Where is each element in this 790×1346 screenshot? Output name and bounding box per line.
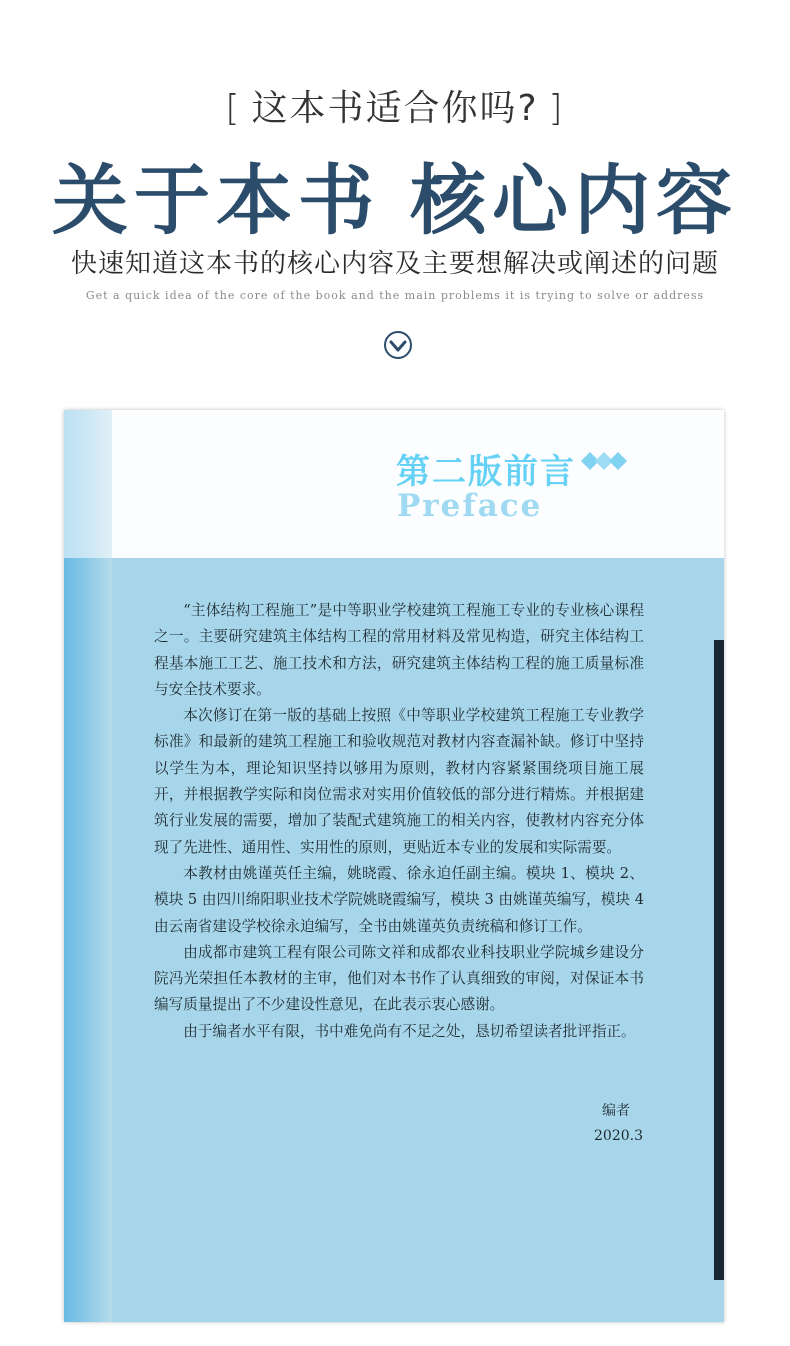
title-part-about-book: 关于本书	[52, 156, 380, 245]
preface-heading-en: Preface	[397, 488, 543, 524]
page-right-edge-shadow	[714, 640, 724, 1280]
book-fit-question	[0, 80, 790, 131]
bracket-close: ]	[548, 88, 565, 129]
preface-paragraph: 由于编者水平有限，书中难免尚有不足之处，恳切希望读者批评指正。	[183, 1022, 636, 1040]
preface-paragraph: 由成都市建筑工程有限公司陈文祥和成都农业科技职业学院城乡建设分院冯光荣担任本教材的主审，他们对本书作了认真细致的审阅，对保证本书编写质量提出了不少建设性意见，在此表示衷心感谢。	[154, 943, 644, 1014]
preface-date: 2020.3	[594, 1128, 643, 1144]
bracket-open: [	[225, 88, 242, 129]
editor-signature: 编者	[602, 1103, 630, 1119]
chinese-description: 快速知道这本书的核心内容及主要想解决或阐述的问题	[70, 249, 719, 279]
diamond-ornament-icon	[580, 450, 640, 472]
preface-paragraph: 本教材由姚谨英任主编，姚晓霞、徐永迫任副主编。模块 1、模块 2、模块 5 由四川绵阳职业技术学院姚晓霞编写，模块 3 由姚谨英编写，模块 4 由云南省建设学校徐永迫编写，全书由姚谨英负责统稿和修订工作。	[154, 864, 644, 935]
page-header-area	[64, 410, 724, 558]
preface-body	[154, 598, 644, 1045]
chevron-down-circle-icon	[383, 330, 413, 360]
main-title	[0, 140, 790, 249]
header	[0, 0, 790, 400]
preface-paragraph: “主体结构工程施工”是中等职业学校建筑工程施工专业的专业核心课程之一。主要研究建筑主体结构工程的常用材料及常见构造，研究主体结构工程基本施工工艺、施工技术和方法，研究建筑主体结构工程的施工质量标准与安全技术要求。	[154, 602, 644, 698]
preface-heading-cn: 第二版前言	[396, 452, 576, 492]
preface-page-scan	[64, 410, 724, 1322]
english-description: Get a quick idea of the core of the book and the main problems it is trying to solve or address	[85, 289, 705, 302]
question-text: 这本书适合你吗?	[251, 88, 539, 129]
preface-paragraph: 本次修订在第一版的基础上按照《中等职业学校建筑工程施工专业教学标准》和最新的建筑工程施工和验收规范对教材内容查漏补缺。修订中坚持以学生为本，理论知识坚持以够用为原则，教材内容紧紧围绕项目施工展开，并根据教学实际和岗位需求对实用价值较低的部分进行精炼。并根据建筑行业发展的需要，增加了装配式建筑施工的相关内容，使教材内容充分体现了先进性、通用性、实用性的原则，更贴近本专业的发展和实际需要。	[154, 707, 644, 856]
page-spine-shadow-lower	[64, 558, 112, 1322]
title-part-core-content: 核心内容	[410, 156, 738, 245]
